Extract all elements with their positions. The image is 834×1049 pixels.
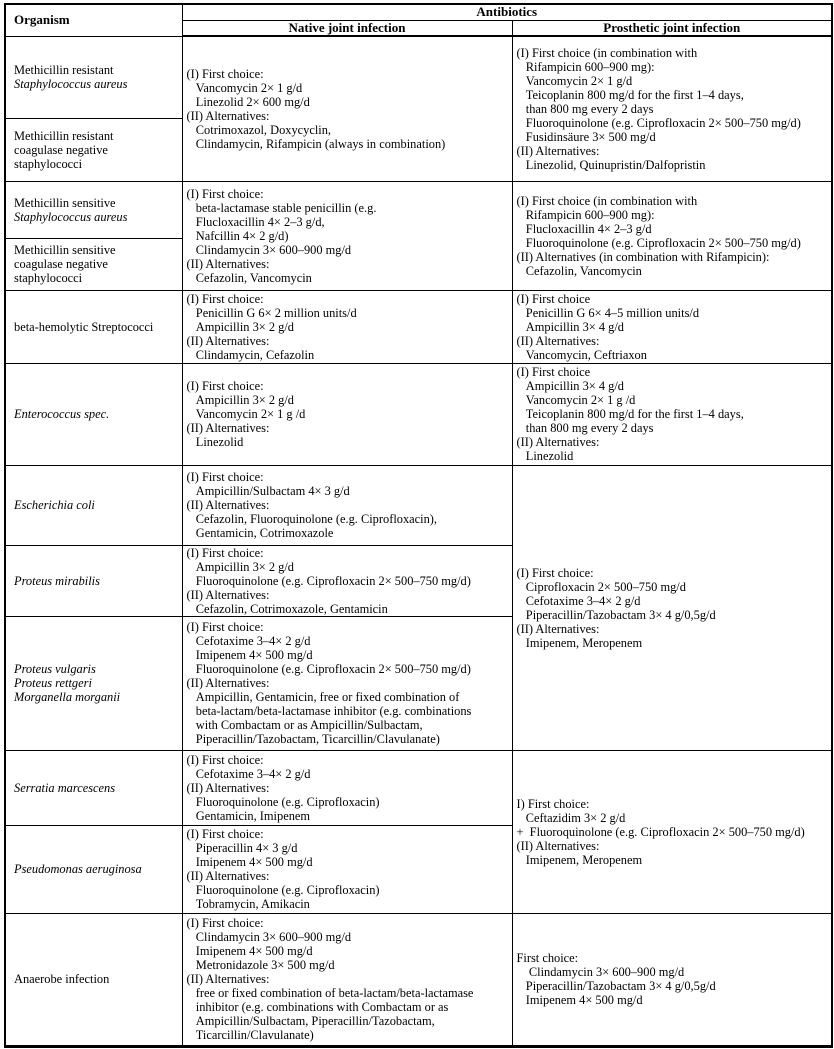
text-line: with Combactam or as Ampicillin/Sulbactam,: [186, 718, 423, 732]
native-cell: [182, 290, 512, 363]
text-line: Teicoplanin 800 mg/d for the first 1–4 days,: [516, 407, 744, 421]
text-line: Rifampicin 600–900 mg):: [516, 59, 655, 74]
text-line: Clindamycin, Rifampicin (always in combination): [186, 136, 446, 151]
text-line: Fluoroquinolone (e.g. Ciprofloxacin 2× 500–750 mg/d): [516, 235, 801, 250]
text-line: Ampicillin 3× 4 g/d: [516, 379, 624, 393]
text-line: Methicillin sensitive: [14, 195, 116, 210]
text-line: Ticarcillin/Clavulanate): [186, 1028, 314, 1042]
prosthetic-cell: [512, 290, 832, 363]
text-line: Vancomycin, Ceftriaxon: [516, 347, 647, 362]
text-line: + Fluoroquinolone (e.g. Ciprofloxacin 2× 500–750 mg/d): [516, 824, 805, 839]
text-line: (I) First choice:: [516, 565, 594, 580]
text-line: Proteus rettgeri: [14, 676, 92, 690]
table-header: [5, 4, 832, 36]
organism-cell: [5, 181, 182, 238]
text-line: Piperacillin/Tazobactam 3× 4 g/0,5g/d: [516, 607, 716, 622]
text-line: (I) First choice:: [186, 291, 264, 306]
text-line: coagulase negative: [14, 142, 108, 157]
table-row: [5, 181, 832, 238]
text-line: (I) First choice:: [186, 379, 264, 393]
text-line: Ampicillin 3× 2 g/d: [186, 559, 294, 574]
organism-column-header: Organism: [5, 4, 182, 36]
text-line: (I) First choice: [516, 365, 591, 379]
text-line: Gentamicin, Cotrimoxazole: [186, 526, 334, 540]
text-line: Linezolid: [186, 435, 244, 449]
text-line: First choice:: [516, 951, 579, 965]
text-line: Penicillin G 6× 2 million units/d: [186, 305, 357, 320]
prosthetic-cell: [512, 36, 832, 181]
text-line: Fluoroquinolone (e.g. Ciprofloxacin): [186, 883, 380, 897]
text-line: (I) First choice: [516, 291, 591, 306]
text-line: Imipenem 4× 500 mg/d: [186, 855, 313, 869]
text-line: (II) Alternatives:: [186, 587, 270, 602]
text-line: staphylococci: [14, 271, 83, 285]
text-line: Imipenem, Meropenem: [516, 635, 643, 650]
text-line: beta-hemolytic Streptococci: [14, 319, 154, 334]
text-line: Methicillin resistant: [14, 128, 114, 143]
text-line: (I) First choice:: [186, 186, 264, 201]
text-line: Ceftazidim 3× 2 g/d: [516, 810, 626, 825]
organism-cell: [5, 290, 182, 363]
text-line: Cefotaxime 3–4× 2 g/d: [186, 634, 311, 648]
prosthetic-cell: [512, 750, 832, 913]
prosthetic-cell: [512, 363, 832, 465]
text-line: than 800 mg every 2 days: [516, 101, 654, 116]
prosthetic-joint-infection-header: Prosthetic joint infection: [512, 20, 832, 36]
text-line: Imipenem 4× 500 mg/d: [186, 944, 313, 958]
text-line: beta-lactam/beta-lactamase inhibitor (e.g. combinations: [186, 704, 472, 718]
text-line: Methicillin sensitive: [14, 243, 116, 257]
text-line: Proteus vulgaris: [14, 662, 96, 676]
text-line: Vancomycin 2× 1 g /d: [516, 393, 636, 407]
text-line: Ampicillin/Sulbactam 4× 3 g/d: [186, 484, 350, 498]
text-line: Fluoroquinolone (e.g. Ciprofloxacin 2× 500–750 mg/d): [186, 573, 471, 588]
text-line: (II) Alternatives:: [516, 333, 600, 348]
text-line: (I) First choice:: [186, 827, 264, 841]
table-row: [5, 36, 832, 118]
text-line: Ciprofloxacin 2× 500–750 mg/d: [516, 579, 686, 594]
text-line: (I) First choice:: [186, 545, 264, 560]
text-line: (I) First choice:: [186, 470, 264, 484]
text-line: Staphylococcus aureus: [14, 209, 128, 224]
text-line: than 800 mg every 2 days: [516, 421, 654, 435]
organism-cell: [5, 118, 182, 181]
native-cell: [182, 181, 512, 290]
prosthetic-cell: [512, 465, 832, 750]
text-line: Fluoroquinolone (e.g. Ciprofloxacin 2× 500–750 mg/d): [516, 115, 801, 130]
text-line: Vancomycin 2× 1 g /d: [186, 407, 306, 421]
table-row: [5, 363, 832, 465]
text-line: Piperacillin/Tazobactam 3× 4 g/0,5g/d: [516, 979, 716, 993]
organism-cell: [5, 913, 182, 1046]
text-line: Gentamicin, Imipenem: [186, 808, 311, 823]
text-line: Anaerobe infection: [14, 972, 110, 986]
text-line: Clindamycin 3× 600–900 mg/d: [186, 930, 352, 944]
text-line: Ampicillin 3× 2 g/d: [186, 319, 294, 334]
prosthetic-cell: [512, 913, 832, 1046]
text-line: (II) Alternatives:: [186, 421, 270, 435]
text-line: Piperacillin 4× 3 g/d: [186, 841, 298, 855]
text-line: (II) Alternatives:: [516, 838, 600, 853]
table-row: [5, 290, 832, 363]
text-line: Nafcillin 4× 2 g/d): [186, 228, 289, 243]
prosthetic-cell: [512, 181, 832, 290]
text-line: Vancomycin 2× 1 g/d: [516, 73, 633, 88]
organism-cell: [5, 750, 182, 825]
text-line: Methicillin resistant: [14, 63, 114, 77]
text-line: (II) Alternatives:: [186, 676, 270, 690]
text-line: Teicoplanin 800 mg/d for the first 1–4 days,: [516, 87, 744, 102]
text-line: Penicillin G 6× 4–5 million units/d: [516, 305, 700, 320]
text-line: Serratia marcescens: [14, 780, 116, 795]
text-line: Fusidinsäure 3× 500 mg/d: [516, 129, 656, 144]
text-line: Linezolid 2× 600 mg/d: [186, 94, 310, 109]
text-line: Fluoroquinolone (e.g. Ciprofloxacin): [186, 794, 380, 809]
text-line: Cefazolin, Fluoroquinolone (e.g. Ciprofloxacin),: [186, 512, 438, 526]
text-line: (II) Alternatives (in combination with Rifampicin):: [516, 249, 770, 264]
text-line: Linezolid: [516, 449, 574, 463]
native-joint-infection-header: Native joint infection: [182, 20, 512, 36]
text-line: Enterococcus spec.: [14, 407, 110, 421]
text-line: Cefazolin, Vancomycin: [186, 270, 312, 285]
table-row: [5, 913, 832, 1046]
text-line: Ampicillin/Sulbactam, Piperacillin/Tazobactam,: [186, 1014, 435, 1028]
text-line: Flucloxacillin 4× 2–3 g/d,: [186, 214, 325, 229]
table-body: [5, 36, 832, 1046]
text-line: Proteus mirabilis: [14, 573, 100, 588]
text-line: (I) First choice (in combination with: [516, 45, 698, 60]
text-line: Cefotaxime 3–4× 2 g/d: [516, 593, 641, 608]
native-cell: [182, 363, 512, 465]
text-line: (II) Alternatives:: [186, 108, 270, 123]
native-cell: [182, 913, 512, 1046]
text-line: Cefotaxime 3–4× 2 g/d: [186, 766, 311, 781]
organism-cell: [5, 616, 182, 750]
text-line: (I) First choice:: [186, 66, 264, 81]
native-cell: [182, 545, 512, 616]
native-cell: [182, 750, 512, 825]
text-line: Imipenem 4× 500 mg/d: [186, 648, 313, 662]
organism-cell: [5, 545, 182, 616]
text-line: Piperacillin/Tazobactam, Ticarcillin/Clavulanate): [186, 732, 440, 746]
table-row: [5, 750, 832, 825]
text-line: Ampicillin 3× 4 g/d: [516, 319, 624, 334]
text-line: (I) First choice:: [186, 620, 264, 634]
text-line: free or fixed combination of beta-lactam/beta-lactamase: [186, 986, 474, 1000]
antibiotics-column-group-header: Antibiotics: [182, 4, 832, 20]
text-line: Tobramycin, Amikacin: [186, 897, 310, 911]
text-line: Pseudomonas aeruginosa: [14, 862, 142, 876]
text-line: (I) First choice (in combination with: [516, 193, 698, 208]
native-cell: [182, 616, 512, 750]
text-line: Ampicillin, Gentamicin, free or fixed combination of: [186, 690, 460, 704]
text-line: Cotrimoxazol, Doxycyclin,: [186, 122, 332, 137]
text-line: (II) Alternatives:: [516, 621, 600, 636]
text-line: (II) Alternatives:: [516, 143, 600, 158]
text-line: Clindamycin, Cefazolin: [186, 347, 315, 362]
text-line: Imipenem, Meropenem: [516, 852, 643, 867]
text-line: Linezolid, Quinupristin/Dalfopristin: [516, 157, 706, 172]
text-line: Metronidazole 3× 500 mg/d: [186, 958, 335, 972]
text-line: Flucloxacillin 4× 2–3 g/d: [516, 221, 652, 236]
text-line: coagulase negative: [14, 257, 108, 271]
header-row-antibiotics: [5, 4, 832, 20]
native-cell: [182, 825, 512, 913]
organism-cell: [5, 36, 182, 118]
text-line: Staphylococcus aureus: [14, 77, 128, 91]
text-line: beta-lactamase stable penicillin (e.g.: [186, 200, 377, 215]
text-line: (I) First choice:: [186, 752, 264, 767]
text-line: I) First choice:: [516, 796, 590, 811]
text-line: (II) Alternatives:: [186, 256, 270, 271]
text-line: Ampicillin 3× 2 g/d: [186, 393, 294, 407]
text-line: Morganella morganii: [14, 690, 121, 704]
text-line: staphylococci: [14, 156, 83, 171]
text-line: (II) Alternatives:: [186, 333, 270, 348]
organism-cell: [5, 825, 182, 913]
text-line: Rifampicin 600–900 mg):: [516, 207, 655, 222]
text-line: Vancomycin 2× 1 g/d: [186, 80, 303, 95]
table-row: [5, 465, 832, 545]
text-line: (II) Alternatives:: [186, 498, 270, 512]
text-line: (I) First choice:: [186, 916, 264, 930]
text-line: (II) Alternatives:: [516, 435, 600, 449]
antibiotics-table: [4, 3, 833, 1048]
text-line: (II) Alternatives:: [186, 780, 270, 795]
organism-cell: [5, 238, 182, 290]
text-line: Escherichia coli: [14, 498, 95, 512]
text-line: Cefazolin, Vancomycin: [516, 263, 642, 278]
text-line: Clindamycin 3× 600–900 mg/d: [516, 965, 685, 979]
text-line: Clindamycin 3× 600–900 mg/d: [186, 242, 352, 257]
text-line: (II) Alternatives:: [186, 972, 270, 986]
text-line: Cefazolin, Cotrimoxazole, Gentamicin: [186, 601, 388, 616]
text-line: (II) Alternatives:: [186, 869, 270, 883]
text-line: Fluoroquinolone (e.g. Ciprofloxacin 2× 500–750 mg/d): [186, 662, 471, 676]
native-cell: [182, 36, 512, 181]
native-cell: [182, 465, 512, 545]
text-line: inhibitor (e.g. combinations with Combactam or as: [186, 1000, 449, 1014]
organism-cell: [5, 363, 182, 465]
organism-cell: [5, 465, 182, 545]
text-line: Imipenem 4× 500 mg/d: [516, 993, 643, 1007]
